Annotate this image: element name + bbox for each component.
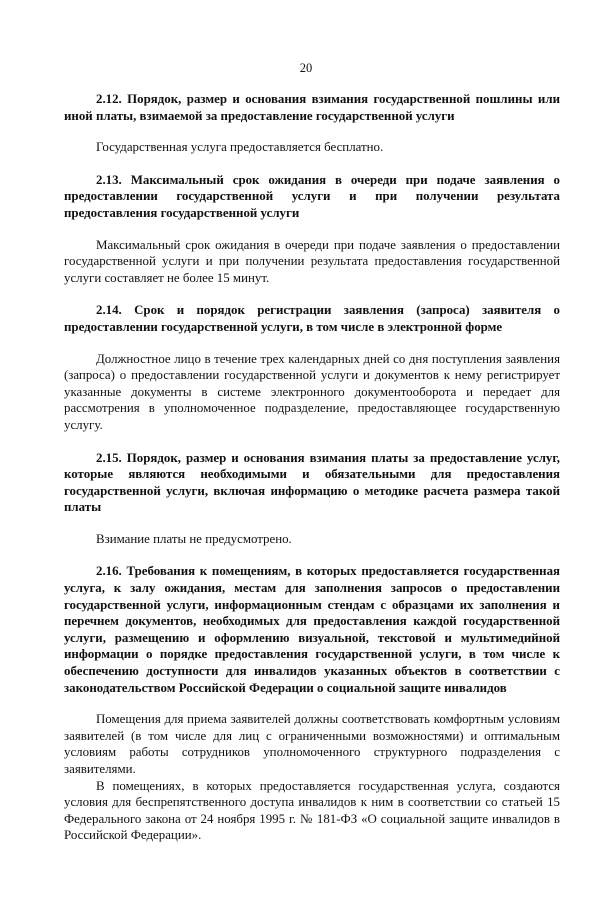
- section-2-14-heading: 2.14. Срок и порядок регистрации заявления (запроса) заявителя о предоставлении государственной услуги, в том числе в электронной форме: [64, 303, 560, 334]
- section-2-15-text: Взимание платы не предусмотрено.: [96, 531, 292, 546]
- section-2-12-heading: 2.12. Порядок, размер и основания взимания государственной пошлины или иной платы, взимаемой за предоставление государственной услуги: [64, 92, 560, 123]
- section-2-12-text: Государственная услуга предоставляется бесплатно.: [96, 140, 384, 155]
- section-2-16-heading: 2.16. Требования к помещениям, в которых предоставляется государственная услуга, к залу ожидания, местам для заполнения запросов о предоставлении государственной услуги, информационным стендам с образцами их заполнения и перечнем документов, необходимых для предоставления каждой государственной услуги, размещению и оформлению визуальной, текстовой и мультимедийной информации о порядке предоставления государственной услуги, в том числе к обеспечению доступности для инвалидов указанных объектов в соответствии с законодательством Российской Федерации о социальной защите инвалидов: [64, 564, 560, 695]
- section-2-16-text-2: В помещениях, в которых предоставляется государственная услуга, создаются условия для беспрепятственного доступа инвалидов к ним в соответствии со статьей 15 Федерального закона от 24 ноября 1995 г. № 181-ФЗ «О социальной защите инвалидов в Российской Федерации».: [64, 778, 560, 843]
- page-number: 20: [299, 61, 313, 75]
- section-2-16-text-1: Помещения для приема заявителей должны соответствовать комфортным условиям заявителей (в том числе для лиц с ограниченными возможностями) и оптимальным условиям работы сотрудников уполномоченного структурного подразделения с заявителями.: [64, 712, 560, 776]
- section-2-14-text: Должностное лицо в течение трех календарных дней со дня поступления заявления (запроса) о предоставлении государственной услуги и документов к нему регистрирует указанные документы в системе электронного документооборота и передает для рассмотрения в уполномоченное подразделение, предоставляющее государственную услугу.: [64, 351, 560, 432]
- section-2-13-text: Максимальный срок ожидания в очереди при подаче заявления о предоставлении государственной услуги и при получении результата предоставления государственной услуги составляет не более 15 минут.: [64, 237, 560, 285]
- section-2-13-heading: 2.13. Максимальный срок ожидания в очереди при подаче заявления о предоставлении государственной услуги и при получении результата предоставления государственной услуги: [64, 172, 560, 220]
- section-2-15-heading: 2.15. Порядок, размер и основания взимания платы за предоставление услуг, которые являются необходимыми и обязательными для предоставления государственной услуги, включая информацию о методике расчета размера такой платы: [64, 450, 560, 515]
